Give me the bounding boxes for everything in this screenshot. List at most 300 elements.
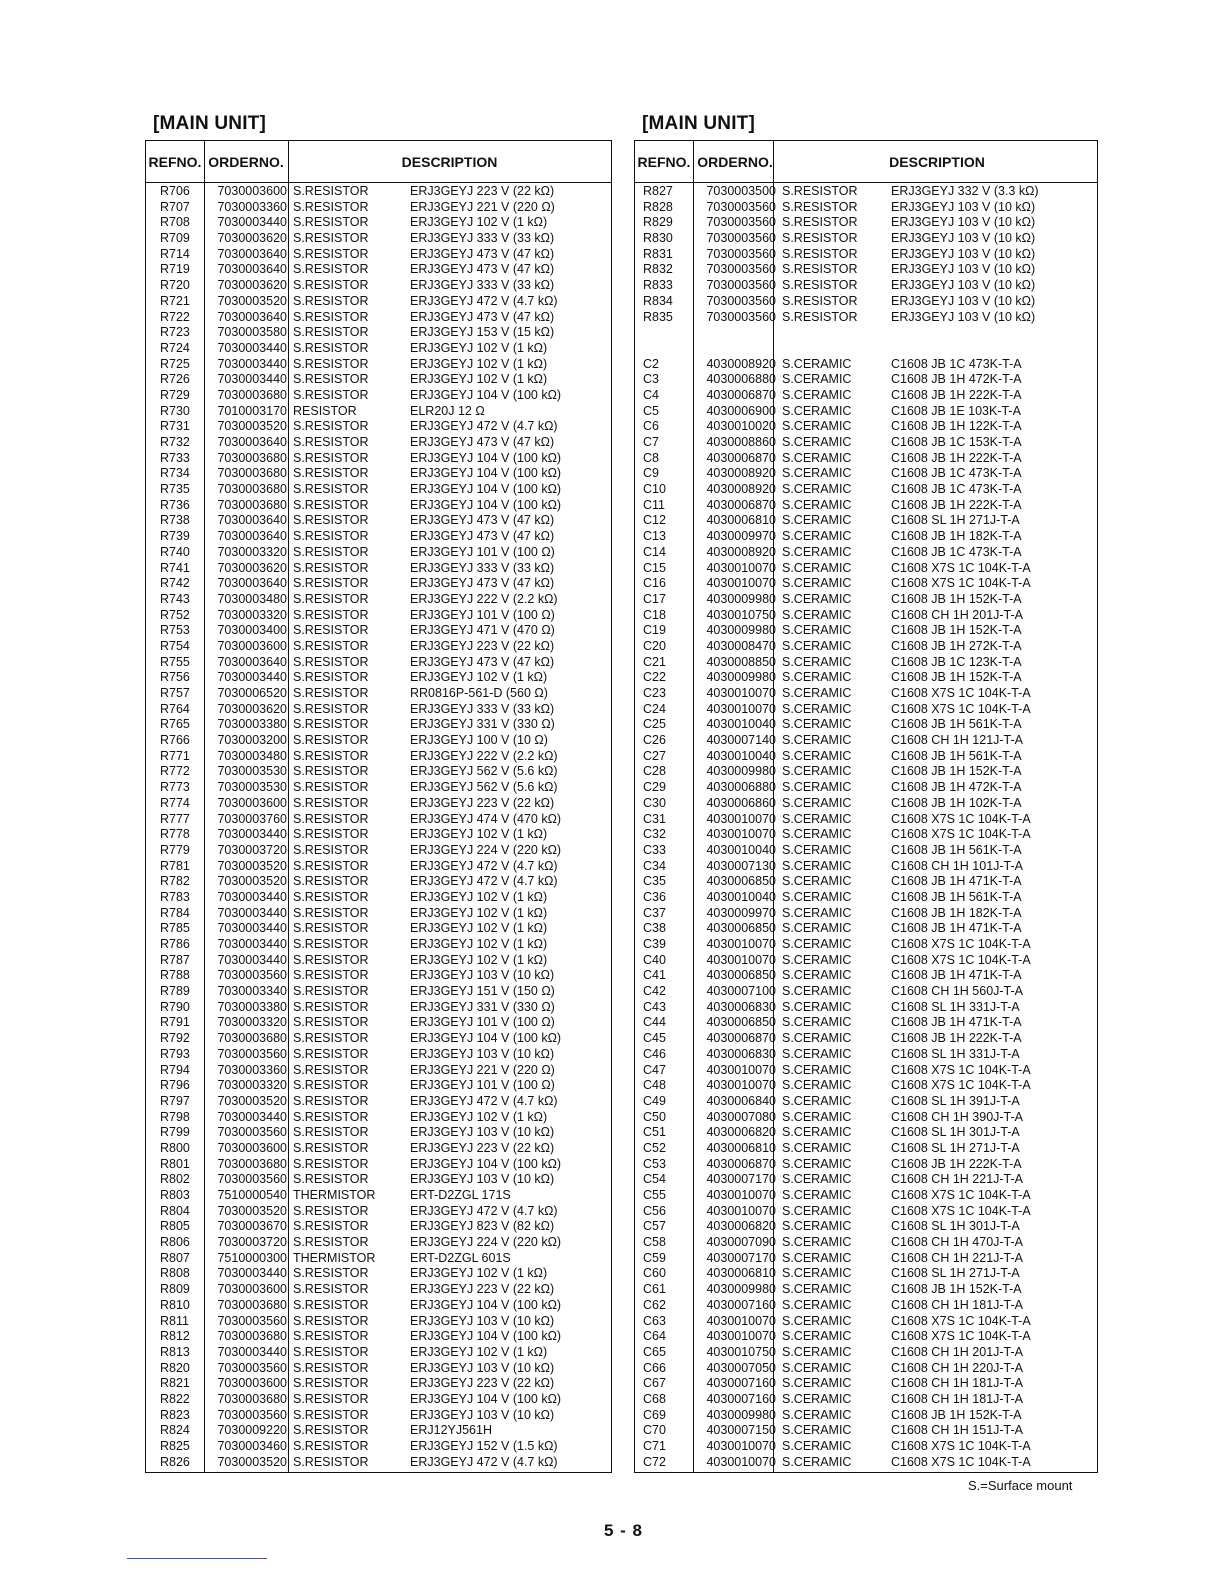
part-number-cell: ERJ3GEYJ 100 V (10 Ω) (410, 733, 548, 748)
order-no-cell: 4030008470 (706, 638, 776, 653)
order-no-cell: 4030007130 (706, 858, 776, 873)
table-header (635, 141, 1097, 183)
ref-no-cell: C16 (643, 576, 666, 591)
part-number-cell: ERJ3GEYJ 223 V (22 kΩ) (410, 1376, 555, 1391)
table-row (635, 278, 1097, 294)
ref-no-cell: C64 (643, 1329, 666, 1344)
order-no-cell: 7030003560 (706, 215, 776, 230)
order-no-cell: 4030007140 (706, 733, 776, 748)
part-number-cell: ERJ3GEYJ 104 V (100 kΩ) (410, 1391, 562, 1406)
order-no-cell: 4030009980 (706, 623, 776, 638)
order-no-cell: 7030003440 (217, 921, 287, 936)
part-number-cell: ERJ3GEYJ 103 V (10 kΩ) (410, 1172, 555, 1187)
part-number-cell: C1608 CH 1H 390J-T-A (891, 1109, 1024, 1124)
part-type-cell: S.RESISTOR (293, 576, 369, 591)
order-no-cell: 7030003440 (217, 1109, 287, 1124)
part-number-cell: C1608 CH 1H 220J-T-A (891, 1360, 1024, 1375)
table-row (635, 388, 1097, 404)
order-no-cell: 4030006810 (706, 1140, 776, 1155)
part-type-cell: S.RESISTOR (293, 1391, 369, 1406)
ref-no-cell: R789 (160, 984, 190, 999)
part-type-cell: THERMISTOR (293, 1250, 376, 1265)
part-number-cell: C1608 JB 1C 473K-T-A (891, 544, 1022, 559)
order-no-cell: 4030007160 (706, 1376, 776, 1391)
ref-no-cell: R732 (160, 435, 190, 449)
table-row (635, 812, 1097, 828)
table-row (146, 357, 611, 373)
order-no-cell: 7030003520 (217, 419, 287, 434)
part-type-cell: S.RESISTOR (293, 1235, 369, 1250)
part-type-cell: RESISTOR (293, 403, 357, 418)
part-number-cell: ERJ3GEYJ 104 V (100 kΩ) (410, 450, 562, 465)
ref-no-cell: R722 (160, 309, 190, 324)
part-type-cell: S.CERAMIC (782, 874, 852, 889)
part-number-cell: C1608 CH 1H 101J-T-A (891, 858, 1024, 873)
part-type-cell: S.CERAMIC (782, 1313, 852, 1328)
part-number-cell: C1608 CH 1H 181J-T-A (891, 1376, 1024, 1391)
part-type-cell: S.CERAMIC (782, 1376, 852, 1391)
part-type-cell: S.CERAMIC (782, 403, 852, 418)
table-row (635, 937, 1097, 953)
order-no-cell: 4030009970 (706, 529, 776, 544)
ref-no-cell: R741 (160, 560, 190, 575)
order-no-cell: 7030003560 (217, 1125, 287, 1140)
order-no-cell: 7030003680 (217, 387, 287, 402)
part-type-cell: S.RESISTOR (782, 215, 858, 230)
part-number-cell: ERJ12YJ561H (410, 1423, 492, 1438)
ref-no-cell: C30 (643, 795, 666, 810)
part-type-cell: S.RESISTOR (293, 544, 369, 559)
part-number-cell: ERJ3GEYJ 333 V (33 kΩ) (410, 560, 555, 575)
table-row (146, 733, 611, 749)
order-no-cell: 7030003680 (217, 482, 287, 497)
part-number-cell: C1608 JB 1C 473K-T-A (891, 482, 1022, 497)
ref-no-cell: R719 (160, 262, 190, 277)
part-number-cell: ERJ3GEYJ 102 V (1 kΩ) (410, 215, 548, 230)
table-row (146, 341, 611, 357)
ref-no-cell: C71 (643, 1439, 666, 1453)
order-no-cell: 7030003520 (217, 1093, 287, 1108)
part-type-cell: S.RESISTOR (293, 701, 369, 716)
order-no-cell: 7030003440 (217, 670, 287, 685)
part-number-cell: ERJ3GEYJ 103 V (10 kΩ) (891, 231, 1036, 246)
ref-no-cell: R756 (160, 670, 190, 685)
ref-no-cell: R810 (160, 1297, 190, 1312)
part-type-cell: S.RESISTOR (293, 560, 369, 575)
table-row (146, 545, 611, 561)
order-no-cell: 7030003680 (217, 497, 287, 512)
part-number-cell: C1608 JB 1H 222K-T-A (891, 1156, 1022, 1171)
part-number-cell: C1608 CH 1H 221J-T-A (891, 1250, 1024, 1265)
order-no-cell: 4030010070 (706, 937, 776, 951)
part-number-cell: C1608 JB 1C 153K-T-A (891, 435, 1022, 449)
part-number-cell: C1608 JB 1C 473K-T-A (891, 356, 1022, 371)
part-type-cell: S.CERAMIC (782, 858, 852, 873)
order-no-cell: 7030003320 (217, 607, 287, 622)
ref-no-cell: C69 (643, 1407, 666, 1422)
part-number-cell: ERJ3GEYJ 223 V (22 kΩ) (410, 1140, 555, 1155)
order-no-cell: 7030003560 (706, 246, 776, 261)
order-no-cell: 7030003720 (217, 1235, 287, 1250)
ref-no-cell: R806 (160, 1235, 190, 1250)
table-row (146, 686, 611, 702)
part-number-cell: ERJ3GEYJ 333 V (33 kΩ) (410, 701, 555, 716)
ref-no-cell: R787 (160, 952, 190, 967)
order-no-cell: 7030003680 (217, 1031, 287, 1046)
part-type-cell: S.RESISTOR (293, 450, 369, 465)
ref-no-cell: C10 (643, 482, 666, 497)
part-number-cell: C1608 SL 1H 271J-T-A (891, 1140, 1020, 1155)
order-no-cell: 7030003640 (217, 262, 287, 277)
part-type-cell: S.CERAMIC (782, 529, 852, 544)
order-no-cell: 7030003560 (217, 1407, 287, 1422)
order-no-cell: 4030007080 (706, 1109, 776, 1124)
table-row (146, 1345, 611, 1361)
table-row (635, 984, 1097, 1000)
table-row (635, 1078, 1097, 1094)
ref-no-cell: C18 (643, 607, 666, 622)
order-no-cell: 4030009980 (706, 764, 776, 779)
part-type-cell: S.RESISTOR (293, 623, 369, 638)
part-number-cell: C1608 CH 1H 201J-T-A (891, 607, 1024, 622)
table-row (635, 372, 1097, 388)
ref-no-cell: C29 (643, 780, 666, 795)
part-number-cell: ERJ3GEYJ 102 V (1 kΩ) (410, 372, 548, 387)
ref-no-cell: R796 (160, 1078, 190, 1093)
table-row (635, 529, 1097, 545)
ref-no-cell: C2 (643, 356, 659, 371)
ref-no-cell: C60 (643, 1266, 666, 1281)
ref-no-cell: R709 (160, 231, 190, 246)
part-type-cell: S.CERAMIC (782, 1235, 852, 1250)
table-row (635, 968, 1097, 984)
part-type-cell: S.RESISTOR (293, 278, 369, 293)
ref-no-cell: C45 (643, 1031, 666, 1046)
order-no-cell: 7030003440 (217, 937, 287, 951)
ref-no-cell: R742 (160, 576, 190, 591)
order-no-cell: 7030003440 (217, 889, 287, 904)
table-row (635, 1031, 1097, 1047)
part-type-cell: S.RESISTOR (293, 293, 369, 308)
table-row (635, 780, 1097, 796)
part-number-cell: C1608 X7S 1C 104K-T-A (891, 952, 1031, 967)
part-number-cell: ERJ3GEYJ 103 V (10 kΩ) (891, 293, 1036, 308)
order-no-cell: 4030008920 (706, 356, 776, 371)
ref-no-cell: C41 (643, 968, 666, 983)
order-no-cell: 4030006850 (706, 1015, 776, 1030)
part-type-cell: S.RESISTOR (782, 199, 858, 214)
table-row (635, 749, 1097, 765)
order-no-cell: 7030003440 (217, 215, 287, 230)
part-number-cell: ERJ3GEYJ 823 V (82 kΩ) (410, 1219, 555, 1234)
part-type-cell: S.CERAMIC (782, 1140, 852, 1155)
ref-no-cell: R820 (160, 1360, 190, 1375)
ref-no-cell: C56 (643, 1203, 666, 1218)
part-number-cell: C1608 JB 1C 473K-T-A (891, 466, 1022, 481)
table-row (635, 294, 1097, 310)
table-row (146, 529, 611, 545)
part-type-cell: S.RESISTOR (293, 1078, 369, 1093)
part-number-cell: ERJ3GEYJ 151 V (150 Ω) (410, 984, 555, 999)
order-no-cell: 7030003640 (217, 576, 287, 591)
table-row (146, 764, 611, 780)
order-no-cell: 7030003680 (217, 466, 287, 481)
part-number-cell: ERJ3GEYJ 473 V (47 kΩ) (410, 246, 555, 261)
order-no-cell: 7030003620 (217, 560, 287, 575)
table-row (635, 1282, 1097, 1298)
part-type-cell: S.CERAMIC (782, 1297, 852, 1312)
ref-no-cell: R729 (160, 387, 190, 402)
order-no-cell: 7030003560 (706, 199, 776, 214)
order-no-cell: 4030010750 (706, 607, 776, 622)
order-no-cell: 7030009220 (217, 1423, 287, 1438)
part-type-cell: S.CERAMIC (782, 842, 852, 857)
order-no-cell: 7030003680 (217, 450, 287, 465)
part-type-cell: S.RESISTOR (293, 984, 369, 999)
order-no-cell: 7030003520 (217, 1203, 287, 1218)
part-type-cell: S.RESISTOR (782, 262, 858, 277)
table-row (146, 576, 611, 592)
part-type-cell: S.RESISTOR (293, 1282, 369, 1297)
table-row (146, 749, 611, 765)
ref-no-cell: R793 (160, 1046, 190, 1061)
table-row (635, 608, 1097, 624)
table-row (635, 1408, 1097, 1424)
ref-no-cell: R739 (160, 529, 190, 544)
part-number-cell: ERJ3GEYJ 102 V (1 kΩ) (410, 952, 548, 967)
table-row (146, 796, 611, 812)
part-type-cell: S.RESISTOR (293, 1376, 369, 1391)
order-no-cell: 4030006850 (706, 968, 776, 983)
part-number-cell: C1608 CH 1H 121J-T-A (891, 733, 1024, 748)
order-no-cell: 4030010070 (706, 811, 776, 826)
part-number-cell: ERJ3GEYJ 104 V (100 kΩ) (410, 466, 562, 481)
order-no-cell: 7030003640 (217, 309, 287, 324)
part-type-cell: S.RESISTOR (293, 1109, 369, 1124)
part-number-cell: ERJ3GEYJ 102 V (1 kΩ) (410, 889, 548, 904)
part-number-cell: ERJ3GEYJ 101 V (100 Ω) (410, 1078, 555, 1093)
ref-no-cell: R740 (160, 544, 190, 559)
table-row (635, 890, 1097, 906)
ref-no-cell: C44 (643, 1015, 666, 1030)
ref-no-header: REF NO. (637, 153, 691, 170)
part-type-cell: S.RESISTOR (293, 1062, 369, 1077)
table-row (146, 1219, 611, 1235)
table-row (635, 670, 1097, 686)
part-number-cell: C1608 X7S 1C 104K-T-A (891, 1078, 1031, 1093)
ref-no-cell: C50 (643, 1109, 666, 1124)
part-number-cell: ERJ3GEYJ 103 V (10 kΩ) (410, 1046, 555, 1061)
part-number-cell: C1608 X7S 1C 104K-T-A (891, 1313, 1031, 1328)
part-number-cell: C1608 CH 1H 221J-T-A (891, 1172, 1024, 1187)
order-no-cell: 4030006870 (706, 387, 776, 402)
part-type-cell: S.RESISTOR (293, 262, 369, 277)
part-type-cell: S.RESISTOR (293, 999, 369, 1014)
order-no-cell: 4030010070 (706, 576, 776, 591)
part-number-cell: C1608 SL 1H 271J-T-A (891, 1266, 1020, 1281)
part-number-cell: C1608 JB 1H 471K-T-A (891, 1015, 1022, 1030)
part-number-cell: ERJ3GEYJ 103 V (10 kΩ) (410, 968, 555, 983)
part-number-cell: C1608 JB 1H 472K-T-A (891, 780, 1022, 795)
order-no-cell: 7030003560 (217, 1172, 287, 1187)
part-number-cell: ERJ3GEYJ 562 V (5.6 kΩ) (410, 764, 558, 779)
ref-no-cell: R830 (643, 231, 673, 246)
table-row (635, 1361, 1097, 1377)
order-no-cell: 4030007160 (706, 1297, 776, 1312)
table-row (146, 1078, 611, 1094)
part-number-cell: ERJ3GEYJ 472 V (4.7 kΩ) (410, 1203, 558, 1218)
table-row (635, 1423, 1097, 1439)
part-type-cell: S.RESISTOR (293, 529, 369, 544)
part-type-cell: S.RESISTOR (293, 1046, 369, 1061)
description-header: DESCRIPTION (401, 153, 498, 170)
part-number-cell: C1608 JB 1H 472K-T-A (891, 372, 1022, 387)
footnote: S.=Surface mount (968, 1478, 1073, 1493)
table-row (146, 780, 611, 796)
table-row (635, 796, 1097, 812)
part-type-cell: S.CERAMIC (782, 1062, 852, 1077)
order-no-cell: 4030006810 (706, 513, 776, 528)
ref-no-cell: C58 (643, 1235, 666, 1250)
part-number-cell: C1608 JB 1C 123K-T-A (891, 654, 1022, 669)
ref-no-cell: R831 (643, 246, 673, 261)
order-no-cell: 7030003440 (217, 1344, 287, 1359)
part-type-cell: S.RESISTOR (293, 764, 369, 779)
table-row (635, 1188, 1097, 1204)
table-row (635, 859, 1097, 875)
part-type-cell: S.CERAMIC (782, 1344, 852, 1359)
part-number-cell: ERJ3GEYJ 473 V (47 kΩ) (410, 654, 555, 669)
part-type-cell: S.CERAMIC (782, 1109, 852, 1124)
ref-no-cell: R805 (160, 1219, 190, 1234)
ref-no-cell: R803 (160, 1188, 190, 1202)
ref-no-cell: C72 (643, 1454, 666, 1469)
part-type-cell: S.CERAMIC (782, 435, 852, 449)
part-type-cell: S.CERAMIC (782, 984, 852, 999)
part-type-cell: S.CERAMIC (782, 811, 852, 826)
order-no-cell: 4030010020 (706, 419, 776, 434)
part-number-cell: ERJ3GEYJ 224 V (220 kΩ) (410, 1235, 562, 1250)
part-type-cell: S.RESISTOR (293, 1125, 369, 1140)
order-no-cell: 7030003340 (217, 984, 287, 999)
part-type-cell: S.CERAMIC (782, 607, 852, 622)
order-no-cell: 7030003360 (217, 199, 287, 214)
order-no-cell: 7030003380 (217, 999, 287, 1014)
part-type-cell: S.RESISTOR (293, 1172, 369, 1187)
part-type-cell: S.RESISTOR (782, 231, 858, 246)
order-no-cell: 7030003760 (217, 811, 287, 826)
order-no-cell: 4030010040 (706, 717, 776, 732)
part-type-cell: S.CERAMIC (782, 1360, 852, 1375)
ref-no-cell: R821 (160, 1376, 190, 1391)
part-number-cell: ERJ3GEYJ 104 V (100 kΩ) (410, 497, 562, 512)
order-no-cell: 7030003680 (217, 1156, 287, 1171)
ref-no-cell: C35 (643, 874, 666, 889)
part-type-cell: S.RESISTOR (293, 1015, 369, 1030)
table-row (635, 1345, 1097, 1361)
order-no-cell: 7030003580 (217, 325, 287, 340)
part-type-cell: S.CERAMIC (782, 827, 852, 842)
ref-no-cell: C24 (643, 701, 666, 716)
order-no-cell: 4030010040 (706, 889, 776, 904)
ref-no-cell: R797 (160, 1093, 190, 1108)
part-type-cell: S.CERAMIC (782, 1046, 852, 1061)
part-number-cell: ERJ3GEYJ 101 V (100 Ω) (410, 544, 555, 559)
ref-no-cell: C42 (643, 984, 666, 999)
ref-no-cell: C52 (643, 1140, 666, 1155)
order-no-cell: 4030006840 (706, 1093, 776, 1108)
part-type-cell: S.CERAMIC (782, 1391, 852, 1406)
order-no-cell: 4030008920 (706, 482, 776, 497)
part-number-cell: ERJ3GEYJ 224 V (220 kΩ) (410, 842, 562, 857)
order-no-cell: 7030003560 (217, 1313, 287, 1328)
order-no-cell: 4030008860 (706, 435, 776, 449)
ref-no-cell: C51 (643, 1125, 666, 1140)
part-type-cell: S.RESISTOR (782, 184, 858, 198)
ref-no-cell: C39 (643, 937, 666, 951)
order-no-cell: 7030003560 (706, 278, 776, 293)
part-type-cell: S.RESISTOR (293, 199, 369, 214)
part-type-cell: S.CERAMIC (782, 1266, 852, 1281)
ref-no-cell: R811 (160, 1313, 189, 1328)
order-no-cell: 7030003600 (217, 184, 287, 198)
part-number-cell: ERJ3GEYJ 222 V (2.2 kΩ) (410, 591, 558, 606)
table-row (635, 1298, 1097, 1314)
table-row (146, 513, 611, 529)
order-no-cell: 4030006850 (706, 921, 776, 936)
ref-no-cell: C32 (643, 827, 666, 842)
table-row (635, 561, 1097, 577)
order-no-cell: 7030003530 (217, 780, 287, 795)
part-number-cell: C1608 X7S 1C 104K-T-A (891, 827, 1031, 842)
part-type-cell: S.CERAMIC (782, 482, 852, 497)
part-number-cell: ERJ3GEYJ 472 V (4.7 kΩ) (410, 419, 558, 434)
parts-table-right (634, 140, 1098, 1473)
part-number-cell: C1608 SL 1H 271J-T-A (891, 513, 1020, 528)
order-no-cell: 7030003520 (217, 858, 287, 873)
table-row (635, 1110, 1097, 1126)
part-type-cell: S.RESISTOR (293, 889, 369, 904)
order-no-cell: 4030007160 (706, 1391, 776, 1406)
table-row (146, 200, 611, 216)
order-no-cell: 4030006870 (706, 1156, 776, 1171)
ref-no-cell: R725 (160, 356, 190, 371)
part-number-cell: ERJ3GEYJ 473 V (47 kΩ) (410, 576, 555, 591)
table-header (146, 141, 611, 183)
ref-no-cell: R826 (160, 1454, 190, 1469)
order-no-cell: 7030003560 (217, 1360, 287, 1375)
table-row (635, 1439, 1097, 1455)
ref-no-cell: R772 (160, 764, 190, 779)
section-title-left: [MAIN UNIT] (153, 113, 267, 134)
part-type-cell: S.RESISTOR (293, 1360, 369, 1375)
order-no-cell: 4030010070 (706, 1062, 776, 1077)
part-number-cell: ERJ3GEYJ 473 V (47 kΩ) (410, 529, 555, 544)
order-no-cell: 7030003600 (217, 1140, 287, 1155)
ref-no-cell: R799 (160, 1125, 190, 1140)
ref-no-cell: R788 (160, 968, 190, 983)
part-type-cell: S.RESISTOR (293, 686, 369, 700)
ref-no-cell: C53 (643, 1156, 666, 1171)
ref-no-cell: R724 (160, 340, 190, 355)
order-no-cell: 4030010070 (706, 1203, 776, 1218)
order-no-cell: 4030010070 (706, 686, 776, 700)
part-type-cell: S.CERAMIC (782, 513, 852, 528)
part-type-cell: S.RESISTOR (293, 215, 369, 230)
table-row (635, 1204, 1097, 1220)
table-row (146, 1157, 611, 1173)
part-type-cell: S.CERAMIC (782, 560, 852, 575)
